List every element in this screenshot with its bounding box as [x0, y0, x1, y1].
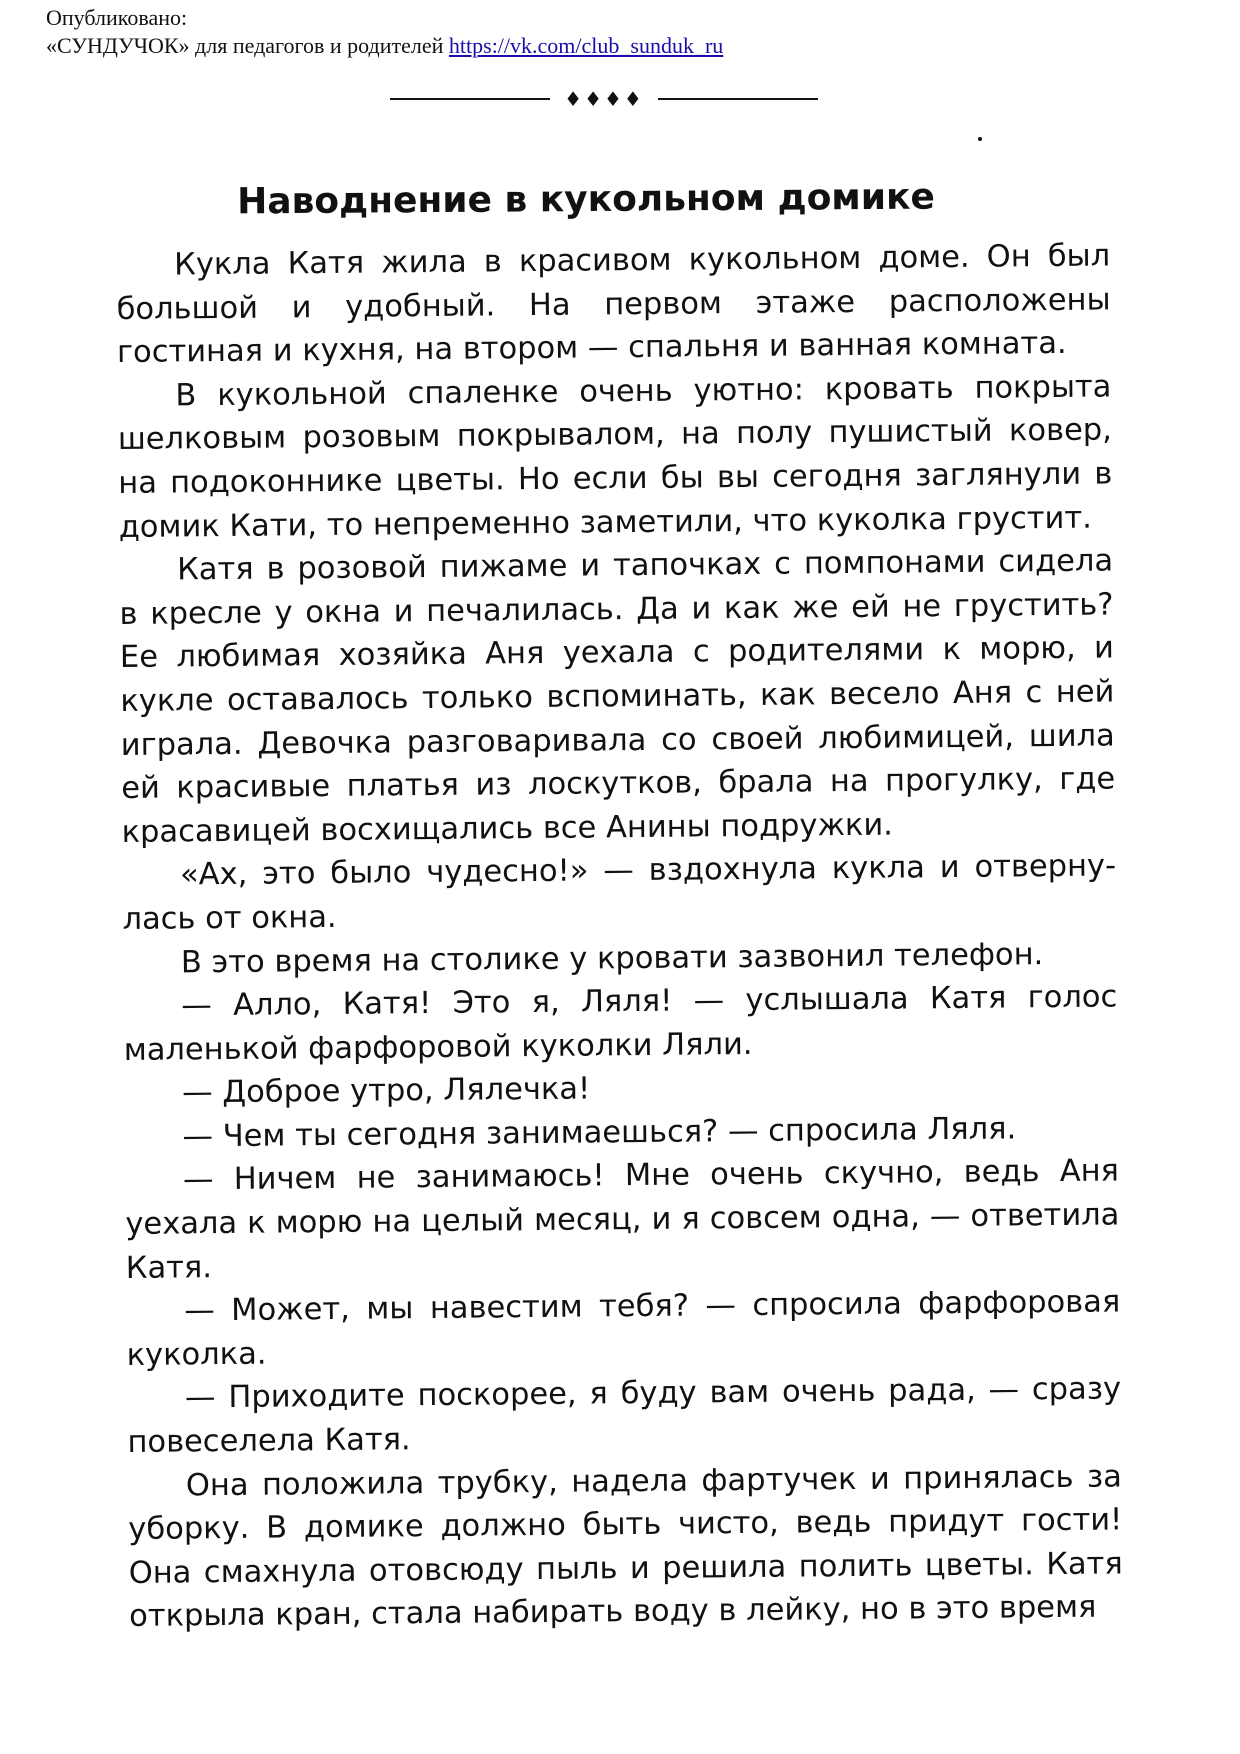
paragraph: — Может, мы навестим тебя? — спросила фарфоровая куколка.: [126, 1284, 1121, 1373]
paragraph: Она положила трубку, надела фартучек и принялась за уборку. В домике должно быть чисто, ведь придут гости! Она смахнула отовсюду пыль и решила полить цветы. Катя открыла кран, стала набирать воду в лейку, но в это время: [128, 1459, 1123, 1635]
diamond-ornament-icon: ♦♦♦♦: [564, 87, 644, 111]
paragraph: — Приходите поскорее, я буду вам очень рада, — сразу повеселела Катя.: [127, 1371, 1122, 1460]
source-prefix: «СУНДУЧОК» для педагогов и родителей: [46, 33, 444, 58]
divider-rule-left: [390, 98, 550, 100]
paragraph: — Чем ты сегодня занимаешься? — спросила Ляля.: [182, 1111, 1017, 1155]
source-link[interactable]: https://vk.com/club_sunduk_ru: [448, 33, 724, 58]
divider-rule-right: [658, 98, 818, 100]
paragraph: Кукла Катя жила в красивом кукольном доме. Он был большой и удобный. На первом этаже расположены гостиная и кухня, на втором — спальня и ванная комната.: [116, 238, 1111, 371]
section-divider: [390, 86, 818, 112]
story-title: Наводнение в кукольном домике: [236, 176, 935, 223]
story-body: [116, 234, 1123, 1638]
paragraph: — Ничем не занимаюсь! Мне очень скучно, ведь Аня уехала к морю на целый месяц, и я совсем одна, — ответила Катя.: [125, 1153, 1120, 1286]
paragraph: В кукольной спаленке очень уютно: кровать покрыта шелковым розовым покрывалом, на полу пушистый ковер, на подоконнике цветы. Но если бы вы сегодня заглянули в домик Кати, то непременно заметили, что куколка грустит.: [117, 369, 1113, 545]
paragraph: Катя в розовой пижаме и тапочках с помпонами сидела в кресле у окна и печалилась. Да и как же ей не грустить? Ее любимая хозяйка Аня уехала с родителями к морю, и кукле оставалось только вспоминать, как весело Аня с ней играла. Девочка разговаривала со своей любимицей, шила ей красивые платья из лоскутков, брала на прогулку, где красавицей восхищались все Анины подружки.: [119, 543, 1116, 850]
paragraph: «Ах, это было чудесно!» — вздохнула кукла и отвернулась от окна.: [122, 848, 1117, 937]
published-label: Опубликовано:: [46, 5, 188, 30]
paragraph: В это время на столике у кровати зазвонил телефон.: [180, 936, 1044, 980]
paragraph: — Доброе утро, Лялечка!: [181, 1071, 591, 1111]
source-line: [46, 32, 723, 60]
scan-speck: [978, 137, 982, 141]
paragraph: — Алло, Катя! Это я, Ляля! — услышала Катя голос маленькой фарфоровой куколки Ляли.: [123, 979, 1118, 1068]
publication-header: [46, 4, 723, 60]
